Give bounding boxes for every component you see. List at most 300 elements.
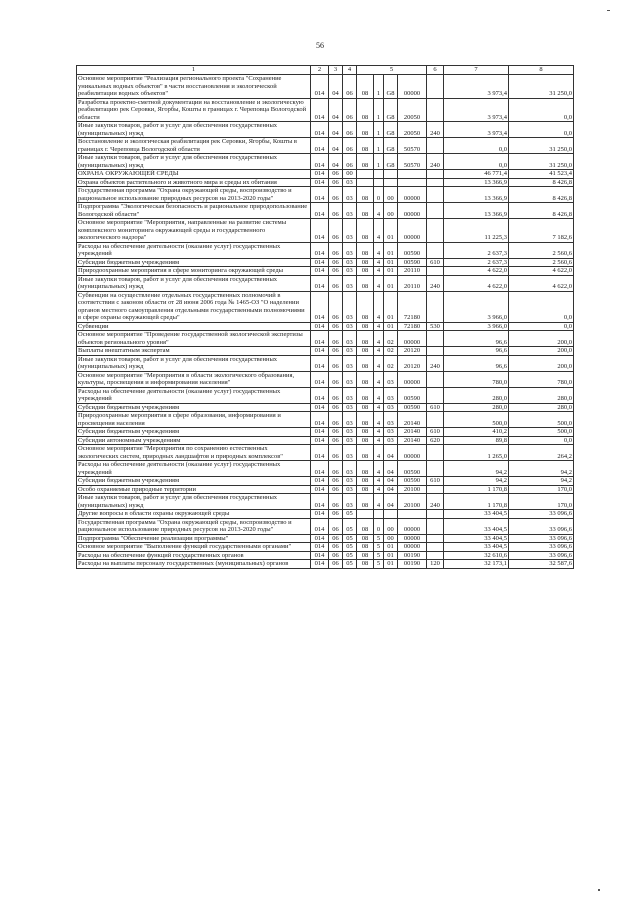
subprogram-code-cell: 4 [374,485,384,494]
section-cell: 06 [329,461,343,477]
program-code-cell: 08 [357,387,374,403]
description-cell: Основное мероприятие "Мероприятия, направленные на развитие системы комплексного мониторинга окружающей среды и государственного экологического надзора" [77,219,311,243]
table-row [77,154,574,170]
program-code-cell: 08 [357,485,374,494]
expense-type-cell: 120 [427,560,444,569]
expense-type-cell [427,267,444,276]
table-row [77,403,574,412]
program-code-cell: 08 [357,98,374,122]
item-code-cell: 00590 [398,403,427,412]
description-cell: Субсидии бюджетным учреждениям [77,477,311,486]
activity-code-cell [384,510,398,519]
subprogram-code-cell: 4 [374,219,384,243]
activity-code-cell: G8 [384,122,398,138]
program-code-cell: 08 [357,267,374,276]
expense-type-cell [427,98,444,122]
amount-2020-cell: 2 560,6 [509,258,574,267]
activity-code-cell: 01 [384,543,398,552]
gov-code-cell: 014 [311,75,329,99]
item-code-cell: 00590 [398,387,427,403]
header-cell: 4 [343,66,357,75]
amount-2020-cell: 33 096,6 [509,534,574,543]
item-code-cell: 20110 [398,275,427,291]
program-code-cell [357,170,374,179]
gov-code-cell: 014 [311,445,329,461]
activity-code-cell: G8 [384,75,398,99]
section-cell: 06 [329,428,343,437]
table-row [77,428,574,437]
table-row [77,187,574,203]
gov-code-cell: 014 [311,187,329,203]
expense-type-cell [427,510,444,519]
subprogram-code-cell: 4 [374,267,384,276]
description-cell: Государственная программа "Охрана окружающей среды, воспроизводство и рациональное использование природных ресурсов на 2013-2020 годы" [77,518,311,534]
section-cell: 06 [329,494,343,510]
budget-table [76,65,574,569]
expense-type-cell [427,551,444,560]
subprogram-code-cell: 4 [374,387,384,403]
activity-code-cell: G8 [384,138,398,154]
amount-2020-cell: 280,0 [509,403,574,412]
gov-code-cell: 014 [311,275,329,291]
header-cell: 3 [329,66,343,75]
scan-mark [607,10,610,11]
description-cell: Субсидии автономным учреждениям [77,436,311,445]
amount-2019-cell: 3 973,4 [444,75,509,99]
table-row [77,291,574,322]
amount-2019-cell: 13 366,9 [444,187,509,203]
amount-2020-cell: 780,0 [509,371,574,387]
amount-2019-cell: 3 973,4 [444,122,509,138]
subsection-cell: 03 [343,242,357,258]
description-cell: Основное мероприятие "Мероприятия в области экологического образования, культуры, просвещения и информирования населения" [77,371,311,387]
expense-type-cell [427,445,444,461]
activity-code-cell: 04 [384,494,398,510]
expense-type-cell: 610 [427,258,444,267]
program-code-cell: 08 [357,428,374,437]
subprogram-code-cell: 4 [374,403,384,412]
section-cell: 06 [329,267,343,276]
section-cell: 06 [329,242,343,258]
program-code-cell: 08 [357,154,374,170]
expense-type-cell [427,291,444,322]
amount-2019-cell: 2 637,3 [444,258,509,267]
item-code-cell: 00000 [398,445,427,461]
expense-type-cell: 610 [427,428,444,437]
expense-type-cell [427,387,444,403]
amount-2019-cell: 94,2 [444,477,509,486]
gov-code-cell: 014 [311,258,329,267]
table-row [77,477,574,486]
amount-2020-cell: 33 096,6 [509,518,574,534]
amount-2019-cell: 32 173,1 [444,560,509,569]
gov-code-cell: 014 [311,477,329,486]
amount-2019-cell: 13 366,9 [444,178,509,187]
amount-2019-cell: 33 404,5 [444,518,509,534]
item-code-cell: 20140 [398,412,427,428]
section-cell: 06 [329,436,343,445]
table-row [77,494,574,510]
amount-2020-cell: 2 560,6 [509,242,574,258]
subsection-cell: 05 [343,560,357,569]
program-code-cell: 08 [357,560,374,569]
amount-2020-cell: 170,0 [509,494,574,510]
program-code-cell: 08 [357,203,374,219]
activity-code-cell: 00 [384,534,398,543]
program-code-cell [357,510,374,519]
expense-type-cell [427,347,444,356]
section-cell: 04 [329,122,343,138]
program-code-cell: 08 [357,534,374,543]
amount-2020-cell: 0,0 [509,291,574,322]
table-row [77,75,574,99]
expense-type-cell [427,170,444,179]
subsection-cell: 03 [343,477,357,486]
section-cell: 06 [329,485,343,494]
program-code-cell: 08 [357,258,374,267]
expense-type-cell [427,178,444,187]
gov-code-cell: 014 [311,518,329,534]
subprogram-code-cell: 4 [374,355,384,371]
subsection-cell: 03 [343,387,357,403]
expense-type-cell [427,543,444,552]
activity-code-cell: 03 [384,371,398,387]
scan-mark [598,889,600,891]
description-cell: Другие вопросы в области охраны окружающей среды [77,510,311,519]
program-code-cell: 08 [357,403,374,412]
gov-code-cell: 014 [311,322,329,331]
subprogram-code-cell: 4 [374,436,384,445]
gov-code-cell: 014 [311,355,329,371]
amount-2019-cell: 280,0 [444,403,509,412]
expense-type-cell [427,461,444,477]
amount-2020-cell: 200,0 [509,331,574,347]
section-cell: 06 [329,477,343,486]
program-code-cell: 08 [357,551,374,560]
amount-2020-cell: 41 523,4 [509,170,574,179]
program-code-cell: 08 [357,242,374,258]
activity-code-cell: 01 [384,242,398,258]
description-cell: Расходы на обеспечение деятельности (оказание услуг) государственных учреждений [77,242,311,258]
item-code-cell: 20140 [398,436,427,445]
expense-type-cell [427,371,444,387]
item-code-cell: 00000 [398,371,427,387]
item-code-cell: 00000 [398,534,427,543]
item-code-cell: 00000 [398,331,427,347]
program-code-cell: 08 [357,371,374,387]
section-cell: 06 [329,403,343,412]
activity-code-cell: 01 [384,275,398,291]
item-code-cell: 20100 [398,494,427,510]
activity-code-cell [384,178,398,187]
table-row [77,518,574,534]
program-code-cell: 08 [357,291,374,322]
gov-code-cell: 014 [311,203,329,219]
subprogram-code-cell: 5 [374,560,384,569]
gov-code-cell: 014 [311,98,329,122]
amount-2019-cell: 96,6 [444,355,509,371]
activity-code-cell: 04 [384,477,398,486]
amount-2020-cell: 94,2 [509,461,574,477]
table-row [77,98,574,122]
item-code-cell: 20100 [398,485,427,494]
description-cell: Разработка проектно-сметной документации на восстановление и экологическую реабилитацию рек Серовки, Ягорбы, Кошты в границах г. Череповца Вологодской области [77,98,311,122]
page-number: 56 [316,41,324,50]
table-row [77,170,574,179]
header-cell: 8 [509,66,574,75]
subsection-cell: 03 [343,428,357,437]
header-cell: 6 [427,66,444,75]
gov-code-cell: 014 [311,510,329,519]
amount-2019-cell: 33 404,5 [444,534,509,543]
amount-2020-cell: 8 426,8 [509,187,574,203]
gov-code-cell: 014 [311,412,329,428]
table-row [77,355,574,371]
subprogram-code-cell [374,178,384,187]
table-row [77,436,574,445]
item-code-cell: 20110 [398,267,427,276]
subsection-cell: 05 [343,534,357,543]
amount-2020-cell: 500,0 [509,428,574,437]
expense-type-cell: 530 [427,322,444,331]
description-cell: Субвенции [77,322,311,331]
activity-code-cell: 00 [384,187,398,203]
subprogram-code-cell: 4 [374,494,384,510]
program-code-cell: 08 [357,187,374,203]
item-code-cell: 20050 [398,98,427,122]
table-row [77,347,574,356]
section-cell: 06 [329,178,343,187]
subsection-cell: 03 [343,219,357,243]
gov-code-cell: 014 [311,403,329,412]
amount-2019-cell: 500,0 [444,412,509,428]
amount-2019-cell: 4 622,0 [444,267,509,276]
header-cell: 1 [77,66,311,75]
gov-code-cell: 014 [311,543,329,552]
amount-2020-cell: 200,0 [509,347,574,356]
section-cell: 06 [329,510,343,519]
subprogram-code-cell: 4 [374,322,384,331]
subprogram-code-cell: 4 [374,291,384,322]
activity-code-cell: 01 [384,551,398,560]
activity-code-cell: 04 [384,485,398,494]
description-cell: Основное мероприятие "Мероприятия по сохранению естественных экологических систем, природных ландшафтов и природных комплексов" [77,445,311,461]
subprogram-code-cell: 1 [374,98,384,122]
gov-code-cell: 014 [311,428,329,437]
description-cell: Основное мероприятие "Проведение государственной экологической экспертизы объектов регионального уровня" [77,331,311,347]
section-cell: 06 [329,543,343,552]
subsection-cell: 03 [343,371,357,387]
table-row [77,122,574,138]
amount-2019-cell: 0,0 [444,138,509,154]
amount-2019-cell: 33 404,5 [444,510,509,519]
header-cell: 2 [311,66,329,75]
activity-code-cell [384,170,398,179]
activity-code-cell: G8 [384,154,398,170]
description-cell: Основное мероприятие "Реализация регионального проекта "Сохранение уникальных водных объектов" в части восстановления и экологической реабилитации водных объектов" [77,75,311,99]
item-code-cell: 20120 [398,347,427,356]
item-code-cell: 00590 [398,461,427,477]
amount-2020-cell: 31 250,0 [509,75,574,99]
subprogram-code-cell: 4 [374,445,384,461]
subsection-cell: 03 [343,403,357,412]
description-cell: Субвенции на осуществление отдельных государственных полномочий в соответствии с законом области от 28 июня 2006 года № 1465-ОЗ "О наделении органов местного самоуправления отдельными государственными полномочиями в сфере охраны окружающей среды" [77,291,311,322]
amount-2020-cell: 8 426,8 [509,203,574,219]
table-row [77,138,574,154]
item-code-cell [398,510,427,519]
expense-type-cell [427,187,444,203]
section-cell: 04 [329,75,343,99]
item-code-cell: 72180 [398,291,427,322]
gov-code-cell: 014 [311,551,329,560]
program-code-cell: 08 [357,543,374,552]
amount-2019-cell: 89,8 [444,436,509,445]
activity-code-cell: 02 [384,331,398,347]
section-cell: 06 [329,291,343,322]
subprogram-code-cell: 4 [374,371,384,387]
amount-2019-cell: 3 966,0 [444,291,509,322]
item-code-cell: 00590 [398,477,427,486]
item-code-cell: 20050 [398,122,427,138]
section-cell: 04 [329,138,343,154]
amount-2019-cell: 0,0 [444,154,509,170]
amount-2019-cell: 33 404,5 [444,543,509,552]
item-code-cell [398,170,427,179]
gov-code-cell: 014 [311,436,329,445]
subprogram-code-cell: 4 [374,203,384,219]
amount-2020-cell: 94,2 [509,477,574,486]
subsection-cell: 03 [343,178,357,187]
gov-code-cell: 014 [311,347,329,356]
amount-2020-cell: 31 250,0 [509,154,574,170]
gov-code-cell: 014 [311,461,329,477]
table-row [77,510,574,519]
table-row [77,258,574,267]
item-code-cell: 72180 [398,322,427,331]
activity-code-cell: G8 [384,98,398,122]
amount-2020-cell: 0,0 [509,122,574,138]
description-cell: Подпрограмма "Экологическая безопасность и рациональное природопользование Вологодской области" [77,203,311,219]
amount-2019-cell: 410,2 [444,428,509,437]
description-cell: Расходы на обеспечение деятельности (оказание услуг) государственных учреждений [77,461,311,477]
subprogram-code-cell: 1 [374,154,384,170]
subsection-cell: 03 [343,187,357,203]
activity-code-cell: 01 [384,267,398,276]
description-cell: Подпрограмма "Обеспечение реализации программы" [77,534,311,543]
amount-2019-cell: 3 973,4 [444,98,509,122]
table-row [77,275,574,291]
activity-code-cell: 04 [384,445,398,461]
amount-2020-cell: 200,0 [509,355,574,371]
subprogram-code-cell: 5 [374,534,384,543]
table-row [77,371,574,387]
gov-code-cell: 014 [311,494,329,510]
item-code-cell: 00000 [398,219,427,243]
expense-type-cell [427,242,444,258]
expense-type-cell [427,331,444,347]
item-code-cell: 00190 [398,560,427,569]
program-code-cell: 08 [357,412,374,428]
section-cell: 06 [329,387,343,403]
program-code-cell [357,178,374,187]
subsection-cell: 05 [343,543,357,552]
gov-code-cell: 014 [311,387,329,403]
amount-2020-cell: 500,0 [509,412,574,428]
expense-type-cell [427,219,444,243]
expense-type-cell: 240 [427,275,444,291]
subsection-cell: 05 [343,510,357,519]
item-code-cell: 00000 [398,187,427,203]
item-code-cell: 20120 [398,355,427,371]
program-code-cell: 08 [357,331,374,347]
table-row [77,461,574,477]
subsection-cell: 03 [343,445,357,461]
section-cell: 06 [329,170,343,179]
subsection-cell: 06 [343,75,357,99]
expense-type-cell [427,534,444,543]
amount-2019-cell: 13 366,9 [444,203,509,219]
amount-2020-cell: 7 182,6 [509,219,574,243]
description-cell: Основное мероприятие "Выполнение функций государственными органами" [77,543,311,552]
item-code-cell [398,178,427,187]
item-code-cell: 00000 [398,203,427,219]
description-cell: Расходы на выплаты персоналу государственных (муниципальных) органов [77,560,311,569]
amount-2019-cell: 46 771,4 [444,170,509,179]
table-row [77,387,574,403]
amount-2019-cell: 96,6 [444,347,509,356]
gov-code-cell: 014 [311,122,329,138]
section-cell: 04 [329,154,343,170]
program-code-cell: 08 [357,219,374,243]
description-cell: Иные закупки товаров, работ и услуг для обеспечения государственных (муниципальных) нужд [77,494,311,510]
subprogram-code-cell [374,510,384,519]
expense-type-cell: 610 [427,477,444,486]
amount-2020-cell: 280,0 [509,387,574,403]
subprogram-code-cell: 4 [374,428,384,437]
subprogram-code-cell: 4 [374,477,384,486]
item-code-cell: 00000 [398,75,427,99]
activity-code-cell: 01 [384,219,398,243]
description-cell: Особо охраняемые природные территории [77,485,311,494]
expense-type-cell: 240 [427,154,444,170]
description-cell: Иные закупки товаров, работ и услуг для обеспечения государственных (муниципальных) нужд [77,154,311,170]
subprogram-code-cell: 0 [374,187,384,203]
table-row [77,485,574,494]
subsection-cell: 03 [343,203,357,219]
gov-code-cell: 014 [311,178,329,187]
amount-2019-cell: 4 622,0 [444,275,509,291]
subsection-cell: 00 [343,170,357,179]
subprogram-code-cell: 4 [374,331,384,347]
table-row [77,543,574,552]
section-cell: 06 [329,534,343,543]
expense-type-cell: 240 [427,355,444,371]
table-row [77,178,574,187]
gov-code-cell: 014 [311,138,329,154]
description-cell: Субсидии бюджетным учреждениям [77,428,311,437]
subsection-cell: 03 [343,291,357,322]
gov-code-cell: 014 [311,534,329,543]
table-row [77,560,574,569]
activity-code-cell: 00 [384,518,398,534]
section-cell: 06 [329,258,343,267]
amount-2020-cell: 264,2 [509,445,574,461]
header-cell: 5 [357,66,427,75]
activity-code-cell: 01 [384,258,398,267]
description-cell: Природоохранные мероприятия в сфере мониторинга окружающей среды [77,267,311,276]
amount-2019-cell: 780,0 [444,371,509,387]
subprogram-code-cell: 4 [374,242,384,258]
